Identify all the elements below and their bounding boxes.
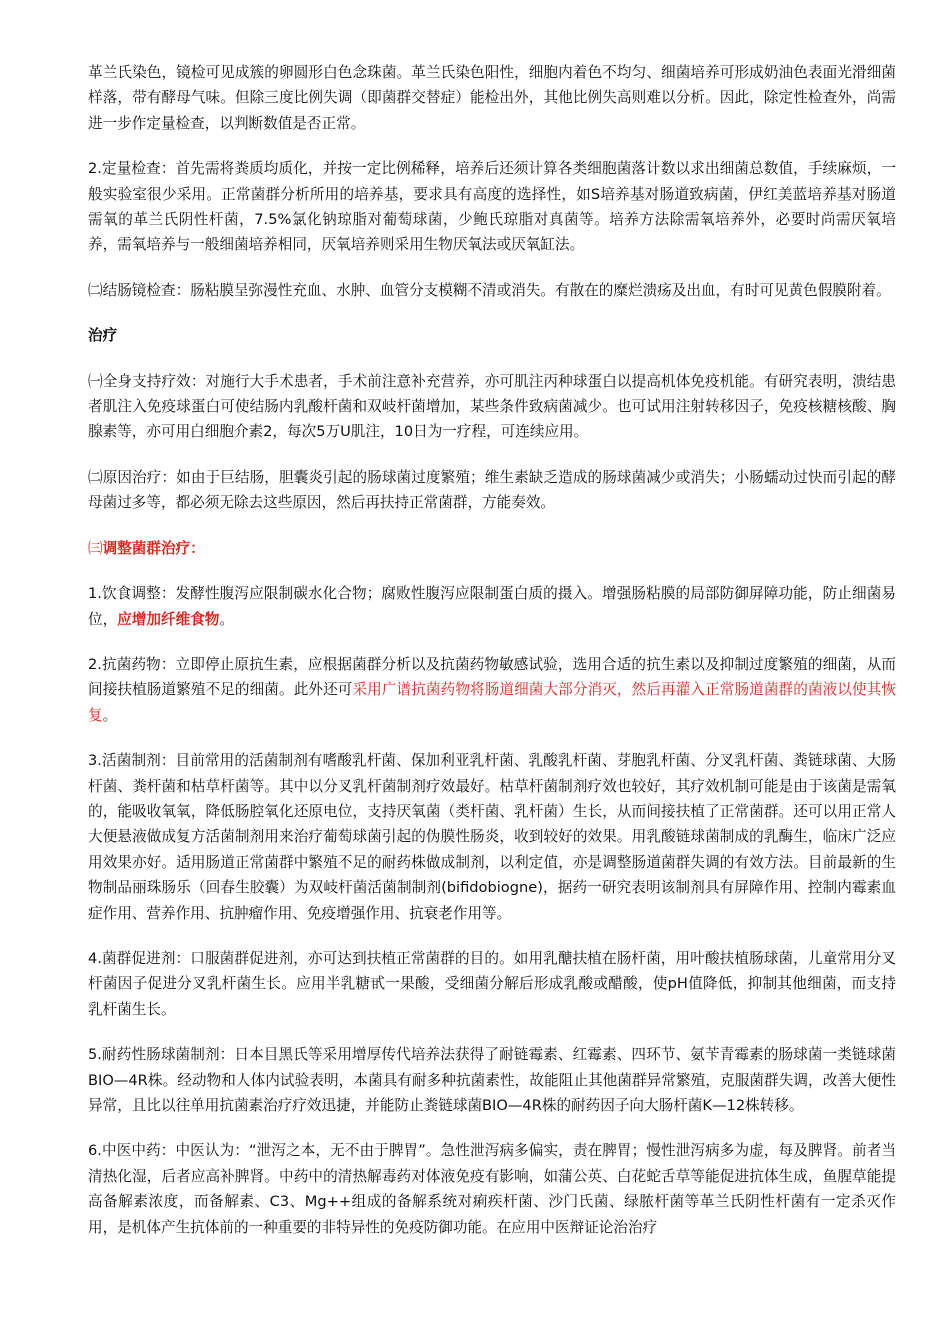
paragraph-diet-adjustment (88, 581, 896, 632)
paragraph-flora-adjustment-heading (88, 536, 896, 561)
antibacterial-highlight: 采用广谱抗菌药物将肠道细菌大部分消灭，然后再灌入正常肠道菌群的菌液以使其恢复 (88, 681, 896, 724)
paragraph-flora-promoter: 4.菌群促进剂：口服菌群促进剂，亦可达到扶植正常菌群的目的。如用乳醣扶植在肠杆菌，用叶酸扶植肠球菌，儿童常用分叉杆菌因子促进分叉乳杆菌生长。应用半乳糖甙一果酸，受细菌分解后形成乳酸或醋酸，使pH值降低，抑制其他细菌，而支持乳杆菌生长。 (88, 949, 896, 1018)
paragraph-resistant-enterococcus: 5.耐药性肠球菌制剂：日本目黑氏等采用增厚传代培养法获得了耐链霉素、红霉素、四环节、氨苄青霉素的肠球菌一类链球菌BIO—4R株。经动物和人体内试验表明，本菌具有耐多种抗菌素性，故能阻止其他菌群异常繁殖，克服菌群失调，改善大便性异常，且比以往单用抗菌素治疗疗效迅捷，并能防止粪链球菌BIO—4R株的耐药因子向大肠杆菌K—12株转移。 (88, 1046, 896, 1114)
section-heading-treatment: 治疗 (88, 327, 118, 345)
flora-adjustment-number: ㈢ (88, 539, 103, 557)
paragraph-gram-stain: 革兰氏染色，镜检可见成簇的卵圆形白色念珠菌。革兰氏染色阳性，细胞内着色不均匀、细菌培养可形成奶油色表面光滑细菌样落，带有酵母气味。但除三度比例失调（即菌群交替症）能检出外，其他比例失高则难以分析。因此，除定性检查外，尚需进一步作定量检查，以判断数值是否正常。 (88, 64, 896, 132)
paragraph-tcm: 6.中医中药：中医认为：“泄泻之本，无不由于脾胃”。急性泄泻病多偏实，责在脾胃；慢性泄泻病多为虚，每及脾肾。前者当清热化湿，后者应高补脾肾。中药中的清热解毒药对体液免疫有影响，如蒲公英、白花蛇舌草等能促进抗体生成，鱼腥草能提高备解素浓度，而备解素、C3、Mg++组成的备解系统对痢疾杆菌、沙门氏菌、绿脓杆菌等革兰氏阴性杆菌有一定杀灭作用，是机体产生抗体前的一种重要的非特异性的免疫防御功能。在应用中医辩证论治治疗 (88, 1142, 896, 1236)
diet-adjustment-highlight: 应增加纤维食物 (117, 610, 220, 628)
paragraph-systemic-support: ㈠全身支持疗效：对施行大手术患者，手术前注意补充营养，亦可肌注丙种球蛋白以提高机体免疫机能。有研究表明，溃结患者肌注入免疫球蛋白可使结肠内乳酸杆菌和双岐杆菌增加，某些条件致病菌减少。也可试用注射转移因子，免疫核糖核酸、胸腺素等，亦可用白细胞介素2，每次5万U肌注，10日为一疗程，可连续应用。 (88, 372, 896, 441)
diet-adjustment-text: 1.饮食调整：发酵性腹泻应限制碳水化合物；腐败性腹泻应限制蛋白质的摄入。增强肠粘膜的局部防御屏障功能，防止细菌易位， (88, 585, 896, 628)
paragraph-quantitative-exam: 2.定量检查：首先需将粪质均质化，并按一定比例稀释，培养后还须计算各类细胞菌落计数以求出细菌总数值，手续麻烦，一般实验室很少采用。正常菌群分析所用的培养基，要求具有高度的选择性，如S培养基对肠道致病菌，伊红美蓝培养基对肠道需氧的革兰氏阴性杆菌，7.5%氯化钠琼脂对葡萄球菌，少鲍氏琼脂对真菌等。培养方法除需氧培养外，必要时尚需厌氧培养，需氧培养与一般细菌培养相同，厌氧培养则采用生物厌氧法或厌氧缸法。 (88, 160, 896, 254)
diet-adjustment-end: 。 (219, 610, 234, 628)
paragraph-cause-treatment: ㈡原因治疗：如由于巨结肠，胆囊炎引起的肠球菌过度繁殖；维生素缺乏造成的肠球菌减少或消失；小肠蠕动过快而引起的酵母菌过多等，都必须无除去这些原因，然后再扶持正常菌群，方能奏效。 (88, 468, 896, 512)
flora-adjustment-title: 调整菌群治疗： (102, 539, 205, 557)
antibacterial-text: 2.抗菌药物：立即停止原抗生素，应根据菌群分析以及抗菌药物敏感试验，选用合适的抗生素以及抑制过度繁殖的细菌，从而间接扶植肠道繁殖不足的细菌。此外还可 (88, 655, 896, 699)
paragraph-live-bacteria: 3.活菌制剂：目前常用的活菌制剂有嗜酸乳杆菌、保加利亚乳杆菌、乳酸乳杆菌、芽胞乳杆菌、分叉乳杆菌、粪链球菌、大肠杆菌、粪杆菌和枯草杆菌等。其中以分叉乳杆菌制剂疗效最好。枯草杆菌制剂疗效也较好，其疗效机制可能是由于该菌是需氧的，能吸收氧氧，降低肠腔氧化还原电位，支持厌氧菌（类杆菌、乳杆菌）生长，从而间接扶植了正常菌群。还可以用正常人大便悬液做成复方活菌制剂用来治疗葡萄球菌引起的伪膜性肠炎，收到较好的效果。用乳酸链球菌制成的乳酶生，临床广泛应用效果亦好。适用肠道正常菌群中繁殖不足的耐药株做成制剂，以利定值，亦是调整肠道菌群失调的有效方法。目前最新的生物制品丽珠肠乐（回春生胶囊）为双岐杆菌活菌制制剂(bifidobiogne)，据药一研究表明该制剂具有屏障作用、控制内霉素血症作用、营养作用、抗肿瘤作用、免疫增强作用、抗衰老作用等。 (88, 752, 896, 922)
paragraph-antibacterial-drugs (88, 652, 896, 728)
antibacterial-end: 。 (102, 706, 118, 724)
paragraph-colonoscopy: ㈡结肠镜检查：肠粘膜呈弥漫性充血、水肿、血管分支模糊不清或消失。有散在的糜烂溃疡及出血，有时可见黄色假膜附着。 (88, 281, 891, 299)
document-body (88, 60, 896, 1260)
